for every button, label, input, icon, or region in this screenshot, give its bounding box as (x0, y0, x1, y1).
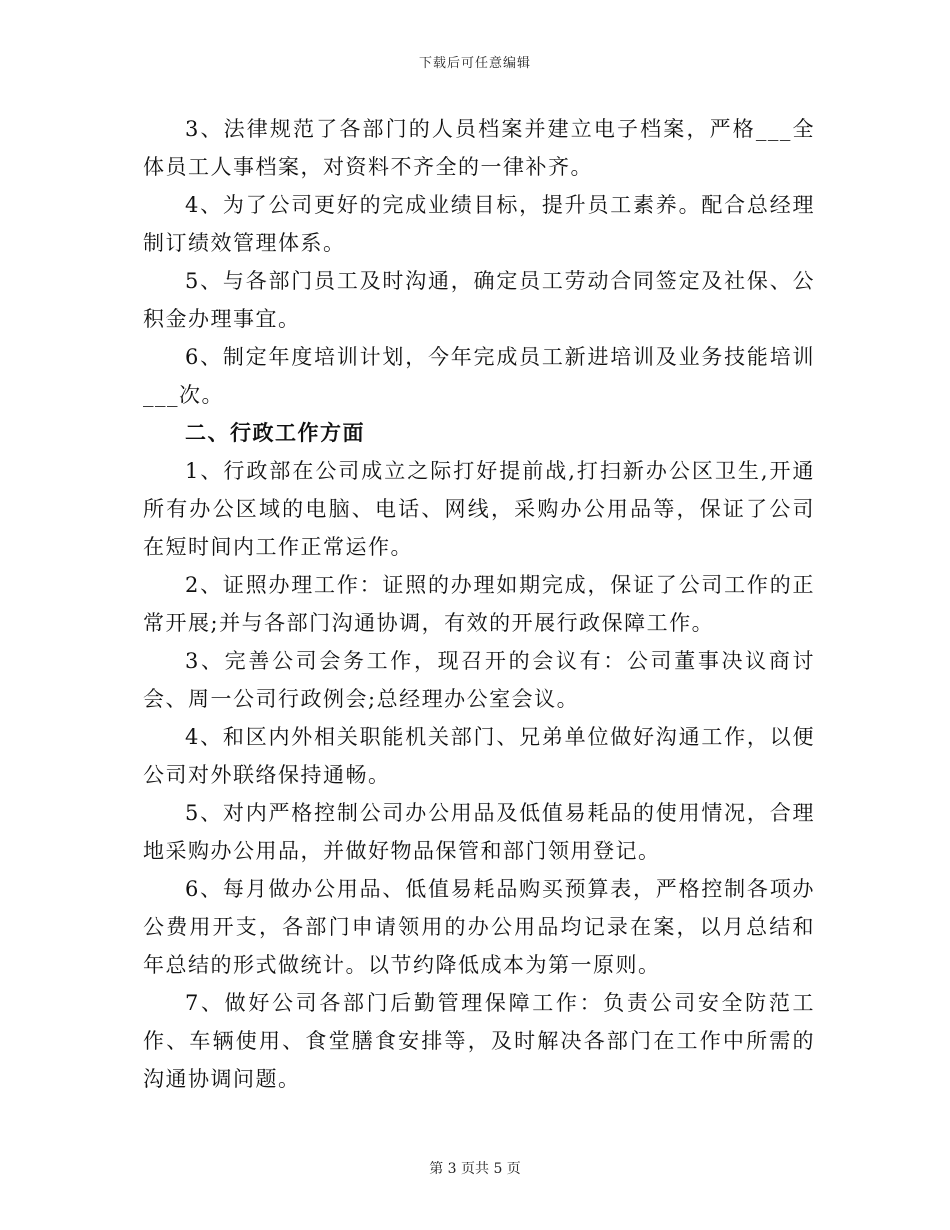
paragraph-item-6: 6、制定年度培训计划，今年完成员工新进培训及业务技能培训___次。 (143, 345, 815, 407)
document-body (143, 110, 815, 1098)
page-header: 下载后可任意编辑 (418, 56, 531, 71)
admin-item-1: 1、行政部在公司成立之际打好提前战,打扫新办公区卫生,开通所有办公区域的电脑、电话、网线，采购办公用品等，保证了公司在短时间内工作正常运作。 (143, 459, 815, 559)
page-number: 第 3 页共 5 页 (429, 1161, 521, 1177)
admin-item-2: 2、证照办理工作：证照的办理如期完成，保证了公司工作的正常开展;并与各部门沟通协调，有效的开展行政保障工作。 (143, 573, 815, 635)
section-heading-admin-work: 二、行政工作方面 (185, 420, 365, 445)
paragraph-item-3: 3、法律规范了各部门的人员档案并建立电子档案，严格___全体员工人事档案，对资料不齐全的一律补齐。 (143, 117, 815, 179)
admin-item-7: 7、做好公司各部门后勤管理保障工作：负责公司安全防范工作、车辆使用、食堂膳食安排等，及时解决各部门在工作中所需的沟通协调问题。 (143, 991, 815, 1091)
admin-item-4: 4、和区内外相关职能机关部门、兄弟单位做好沟通工作，以便公司对外联络保持通畅。 (143, 725, 815, 787)
paragraph-item-5: 5、与各部门员工及时沟通，确定员工劳动合同签定及社保、公积金办理事宜。 (143, 269, 815, 331)
paragraph-item-4: 4、为了公司更好的完成业绩目标，提升员工素养。配合总经理制订绩效管理体系。 (143, 193, 815, 255)
admin-item-6: 6、每月做办公用品、低值易耗品购买预算表，严格控制各项办公费用开支，各部门申请领用的办公用品均记录在案，以月总结和年总结的形式做统计。以节约降低成本为第一原则。 (143, 877, 815, 977)
admin-item-3: 3、完善公司会务工作，现召开的会议有：公司董事决议商讨会、周一公司行政例会;总经理办公室会议。 (143, 649, 815, 711)
admin-item-5: 5、对内严格控制公司办公用品及低值易耗品的使用情况，合理地采购办公用品，并做好物品保管和部门领用登记。 (143, 801, 815, 863)
